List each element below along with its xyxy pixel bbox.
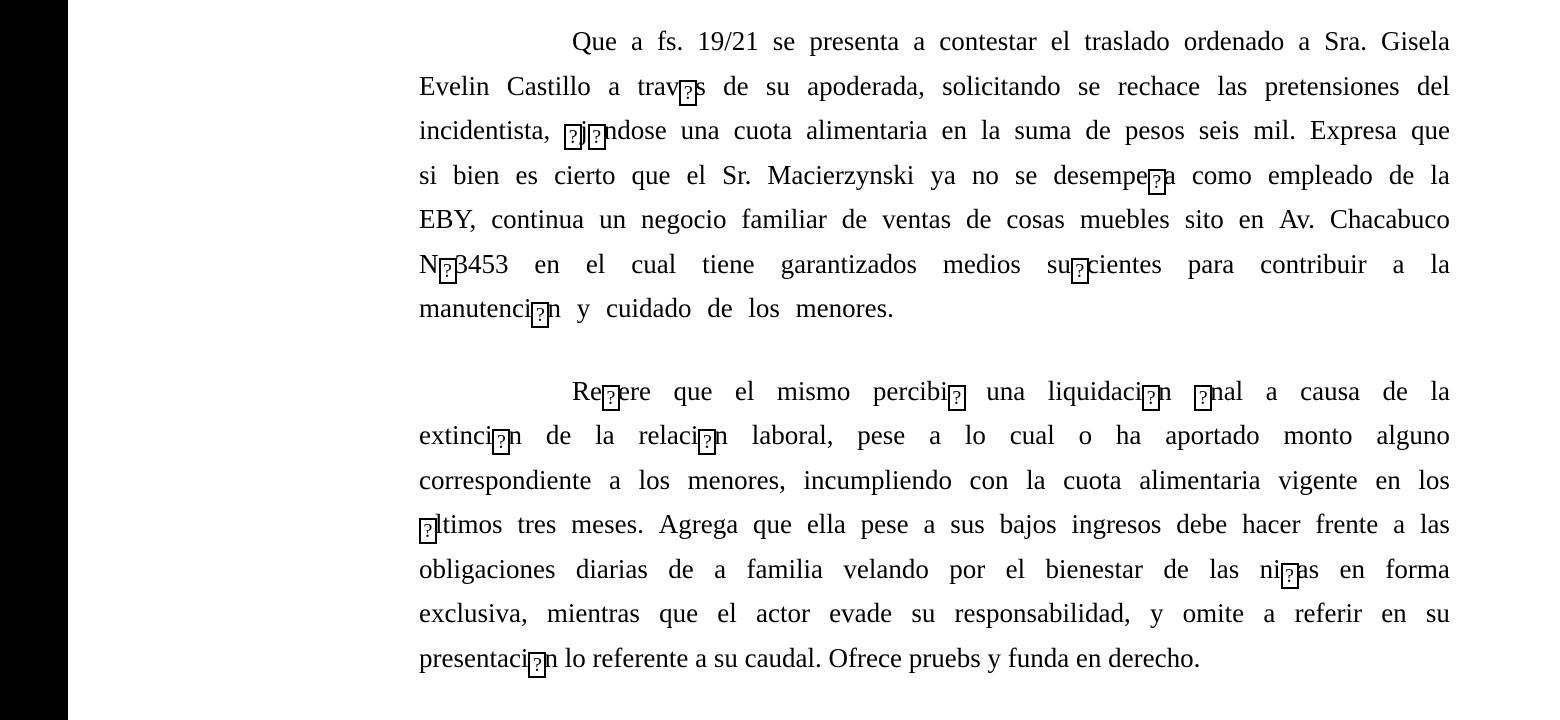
text-line bbox=[419, 242, 1450, 287]
text-line bbox=[419, 153, 1450, 198]
word: traslado bbox=[1084, 26, 1170, 56]
word: a bbox=[714, 553, 727, 584]
word: rechace bbox=[1117, 70, 1201, 101]
word: Av. bbox=[1279, 204, 1316, 234]
word: ni ?as bbox=[1259, 553, 1320, 587]
word: debe bbox=[1176, 509, 1228, 539]
word: que bbox=[631, 159, 671, 190]
word: ya bbox=[930, 159, 956, 190]
word: responsabilidad, bbox=[954, 598, 1131, 628]
word: a bbox=[1392, 248, 1405, 279]
word: Expresa bbox=[1310, 115, 1397, 145]
word: cual bbox=[631, 248, 677, 279]
word: que bbox=[1410, 115, 1450, 145]
missing-glyph-box: ? bbox=[564, 124, 582, 150]
word: EBY, bbox=[419, 204, 477, 234]
word: continua bbox=[491, 204, 585, 234]
word: suma bbox=[1014, 115, 1072, 145]
text-line bbox=[419, 636, 1450, 681]
word: la bbox=[980, 115, 1001, 145]
word: de bbox=[545, 420, 572, 450]
word: apoderada, bbox=[807, 70, 925, 101]
word: su ?cientes bbox=[1046, 248, 1162, 282]
word: la bbox=[1026, 464, 1046, 495]
word: menores, bbox=[687, 464, 786, 495]
word: diarias bbox=[575, 553, 648, 584]
word: hacer bbox=[1242, 509, 1301, 539]
word: y bbox=[1149, 598, 1164, 628]
text-line bbox=[419, 369, 1450, 414]
missing-glyph-box: ? bbox=[698, 429, 716, 455]
word: desempe ?a bbox=[1053, 159, 1176, 193]
word: una bbox=[986, 375, 1026, 406]
word: de bbox=[668, 553, 694, 584]
word: a bbox=[1265, 375, 1278, 406]
missing-glyph-box: ? bbox=[531, 302, 549, 328]
word: un bbox=[599, 204, 627, 234]
word: de bbox=[1382, 375, 1409, 406]
word: seis bbox=[1198, 115, 1240, 145]
word: ingresos bbox=[1071, 509, 1162, 539]
word: medios bbox=[942, 248, 1021, 279]
word: a bbox=[631, 26, 643, 56]
missing-glyph-box: ? bbox=[602, 385, 620, 411]
word: tiene bbox=[702, 248, 755, 279]
word: pese bbox=[857, 420, 906, 450]
word: Castillo bbox=[506, 70, 591, 101]
word: 19/21 bbox=[697, 26, 759, 56]
missing-glyph-box: ? bbox=[1281, 563, 1299, 589]
word: el bbox=[585, 248, 606, 279]
word: garantizados bbox=[780, 248, 917, 279]
word: familiar bbox=[741, 204, 827, 234]
text-line bbox=[419, 413, 1450, 458]
word: pesos bbox=[1124, 115, 1185, 145]
word: contestar bbox=[939, 26, 1037, 56]
word: de bbox=[723, 70, 749, 101]
missing-glyph-box: ? bbox=[419, 518, 437, 544]
word: meses. bbox=[571, 509, 644, 539]
word: ella bbox=[806, 509, 846, 539]
word: bienestar bbox=[1045, 553, 1143, 584]
missing-glyph-box: ? bbox=[1194, 385, 1212, 411]
word: para bbox=[1187, 248, 1235, 279]
word: lo bbox=[964, 420, 986, 450]
word: o bbox=[1078, 420, 1093, 450]
word: ordenado bbox=[1183, 26, 1285, 56]
word: laboral, bbox=[751, 420, 834, 450]
word: cierto bbox=[554, 159, 616, 190]
word: ha bbox=[1115, 420, 1142, 450]
word: mismo bbox=[776, 375, 851, 406]
word: en bbox=[1375, 464, 1401, 495]
word: alimentaria bbox=[806, 115, 928, 145]
word: en bbox=[534, 248, 560, 279]
word: como bbox=[1191, 159, 1252, 190]
word: N ?3453 bbox=[419, 248, 509, 282]
word: cuota bbox=[733, 115, 793, 145]
word: cuota bbox=[1063, 464, 1122, 495]
text-line bbox=[419, 502, 1450, 547]
word: la bbox=[1430, 248, 1450, 279]
word: vigente bbox=[1278, 464, 1358, 495]
document-text bbox=[419, 19, 1450, 680]
word: del bbox=[1416, 70, 1450, 101]
word: de bbox=[841, 204, 868, 234]
word: los bbox=[638, 464, 671, 495]
word: su bbox=[911, 598, 936, 628]
word: incidentista, bbox=[419, 115, 551, 145]
word: las bbox=[1419, 509, 1450, 539]
word: relaci ?n bbox=[638, 420, 728, 453]
word: actor bbox=[756, 598, 810, 628]
word: en bbox=[1339, 553, 1365, 584]
word: de bbox=[966, 204, 992, 234]
word: a bbox=[608, 70, 621, 101]
missing-glyph-box: ? bbox=[439, 258, 457, 284]
word: presentaci ?n lo referente a su caudal. Ofrece pruebs y funda en derecho. bbox=[419, 642, 1201, 676]
text-line bbox=[419, 19, 1450, 64]
missing-glyph-box: ? bbox=[1071, 258, 1089, 284]
word: cosas bbox=[1006, 204, 1065, 234]
word: a bbox=[913, 26, 926, 56]
word: correspondiente bbox=[419, 464, 592, 495]
word: ?ltimos bbox=[419, 502, 503, 547]
word: bajos bbox=[999, 509, 1057, 539]
word: es bbox=[515, 159, 539, 190]
word: forma bbox=[1385, 553, 1450, 584]
word: su bbox=[765, 70, 790, 101]
word: Agrega bbox=[658, 509, 739, 539]
word: Que bbox=[572, 26, 617, 56]
word: en bbox=[1238, 204, 1265, 234]
word: pese bbox=[860, 509, 909, 539]
text-line bbox=[419, 547, 1450, 592]
missing-glyph-box: ? bbox=[1148, 169, 1166, 195]
word: fs. bbox=[657, 26, 684, 56]
word: Chacabuco bbox=[1329, 204, 1450, 234]
word: el bbox=[734, 375, 755, 406]
text-line bbox=[419, 197, 1450, 242]
word: a bbox=[923, 509, 936, 539]
word: sito bbox=[1184, 204, 1224, 234]
word: se bbox=[772, 26, 796, 56]
word: a bbox=[609, 464, 621, 495]
missing-glyph-box: ? bbox=[948, 385, 966, 411]
missing-glyph-box: ? bbox=[492, 429, 510, 455]
missing-glyph-box: ? bbox=[679, 80, 697, 106]
text-line bbox=[419, 64, 1450, 109]
word: Sra. bbox=[1324, 26, 1367, 56]
word: ?j ?ndose bbox=[564, 108, 667, 153]
word: obligaciones bbox=[419, 553, 556, 584]
word: Re ?ere bbox=[572, 375, 651, 409]
word: bien bbox=[453, 159, 500, 190]
word: tres bbox=[517, 509, 557, 539]
text-line bbox=[419, 286, 1450, 331]
word: extinci ?n bbox=[419, 420, 522, 453]
word: el bbox=[686, 159, 707, 190]
word: en bbox=[941, 115, 967, 145]
word: a bbox=[1393, 509, 1406, 539]
word: solicitando bbox=[942, 70, 1061, 101]
word: los bbox=[1418, 464, 1450, 495]
word: su bbox=[1425, 598, 1450, 628]
word: Macierzynski bbox=[767, 159, 915, 190]
word: presenta bbox=[809, 26, 900, 56]
word: empleado bbox=[1267, 159, 1373, 190]
word: el bbox=[1005, 553, 1026, 584]
word: que bbox=[659, 598, 699, 628]
word: percibi ? bbox=[873, 369, 964, 414]
word: las bbox=[1209, 553, 1240, 584]
word: por bbox=[949, 553, 986, 584]
word: que bbox=[753, 509, 792, 539]
word: alimentaria bbox=[1139, 464, 1261, 495]
word: la bbox=[1430, 375, 1450, 406]
word: de bbox=[1163, 553, 1189, 584]
word: exclusiva, bbox=[419, 598, 528, 628]
word: se bbox=[1014, 159, 1038, 190]
word: que bbox=[673, 375, 713, 406]
text-line bbox=[419, 108, 1450, 153]
word: si bbox=[419, 159, 438, 190]
word: trav ?s bbox=[637, 70, 706, 104]
word: una bbox=[680, 115, 720, 145]
word: causa bbox=[1300, 375, 1361, 406]
left-black-bar bbox=[0, 0, 68, 720]
word: evade bbox=[829, 598, 893, 628]
missing-glyph-box: ? bbox=[1142, 385, 1160, 411]
word: omite bbox=[1182, 598, 1245, 628]
text-line bbox=[419, 591, 1450, 636]
word: muebles bbox=[1079, 204, 1170, 234]
word: negocio bbox=[640, 204, 727, 234]
word: ventas bbox=[882, 204, 952, 234]
word: mientras bbox=[546, 598, 640, 628]
word: frente bbox=[1315, 509, 1379, 539]
word: contribuir bbox=[1260, 248, 1367, 279]
word: ?nal bbox=[1194, 369, 1243, 414]
word: cual bbox=[1009, 420, 1055, 450]
paragraph bbox=[419, 19, 1450, 331]
word: Gisela bbox=[1381, 26, 1450, 56]
word: manutenci ?n y cuidado de los menores. bbox=[419, 293, 894, 326]
word: la bbox=[1430, 159, 1450, 190]
word: se bbox=[1077, 70, 1101, 101]
text-line bbox=[419, 458, 1450, 503]
word: referir bbox=[1294, 598, 1362, 628]
word: en bbox=[1381, 598, 1407, 628]
word: monto bbox=[1283, 420, 1353, 450]
word: Evelin bbox=[419, 70, 490, 101]
word: incumpliendo bbox=[803, 464, 952, 495]
word: la bbox=[595, 420, 615, 450]
word: Sr. bbox=[722, 159, 752, 190]
word: a bbox=[1263, 598, 1276, 628]
word: el bbox=[1050, 26, 1071, 56]
word: a bbox=[1298, 26, 1311, 56]
word: familia bbox=[746, 553, 823, 584]
word: aportado bbox=[1165, 420, 1260, 450]
missing-glyph-box: ? bbox=[588, 124, 606, 150]
word: alguno bbox=[1376, 420, 1450, 450]
missing-glyph-box: ? bbox=[528, 652, 546, 678]
word: sus bbox=[950, 509, 985, 539]
paragraph bbox=[419, 369, 1450, 681]
word: las bbox=[1217, 70, 1248, 101]
word: de bbox=[1388, 159, 1415, 190]
word: con bbox=[969, 464, 1009, 495]
word: mil. bbox=[1253, 115, 1297, 145]
word: velando bbox=[843, 553, 929, 584]
word: el bbox=[717, 598, 737, 628]
word: no bbox=[971, 159, 999, 190]
word: pretensiones bbox=[1264, 70, 1400, 101]
word: de bbox=[1085, 115, 1111, 145]
word: a bbox=[929, 420, 942, 450]
word: liquidaci ?n bbox=[1047, 375, 1172, 409]
